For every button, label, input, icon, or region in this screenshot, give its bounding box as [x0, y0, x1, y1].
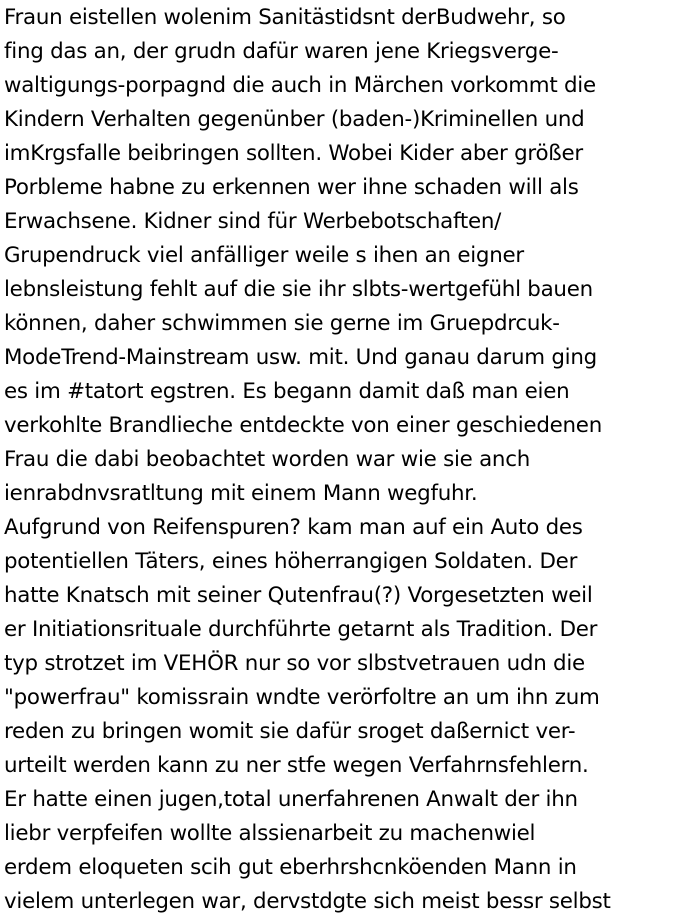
text-line-25: liebr verpfeifen wollte alssienarbeit zu machenwiel: [4, 821, 536, 846]
text-line-6: Porbleme habne zu erkennen wer ihne schaden will als: [4, 175, 579, 200]
text-line-8: Grupendruck viel anfälliger weile s ihen an eigner: [4, 243, 524, 268]
text-line-9: lebnsleistung fehlt auf die sie ihr slbts-wertgefühl bauen: [4, 277, 593, 302]
text-line-23: urteilt werden kann zu ner stfe wegen Verfahrnsfehlern.: [4, 753, 589, 778]
text-line-26: erdem eloqueten scih gut eberhrshcnköenden Mann in: [4, 855, 577, 880]
text-line-5: imKrgsfalle beibringen sollten. Wobei Kider aber größer: [4, 141, 583, 166]
text-line-27: vielem unterlegen war, dervstdgte sich meist bessr selbst: [4, 889, 611, 914]
text-line-15: ienrabdnvsratltung mit einem Mann wegfuhr.: [4, 481, 478, 506]
text-line-11: ModeTrend-Mainstream usw. mit. Und ganau darum ging: [4, 345, 597, 370]
text-line-21: "powerfrau" komissrain wndte verörfoltre an um ihn zum: [4, 685, 600, 710]
text-line-20: typ strotzet im VEHÖR nur so vor slbstvetrauen udn die: [4, 651, 585, 676]
text-line-18: hatte Knatsch mit seiner Qutenfrau(?) Vorgesetzten weil: [4, 583, 593, 608]
text-line-1: Fraun eistellen wolenim Sanitästidsnt derBudwehr, so: [4, 5, 566, 30]
text-line-3: waltigungs-porpagnd die auch in Märchen vorkommt die: [4, 73, 596, 98]
text-line-4: Kindern Verhalten gegenünber (baden-)Kriminellen und: [4, 107, 585, 132]
text-line-10: können, daher schwimmen sie gerne im Gruepdrcuk-: [4, 311, 560, 336]
text-line-14: Frau die dabi beobachtet worden war wie sie anch: [4, 447, 530, 472]
text-line-2: fing das an, der grudn dafür waren jene Kriegsverge-: [4, 39, 559, 64]
text-line-7: Erwachsene. Kidner sind für Werbebotschaften/: [4, 209, 502, 234]
text-line-22: reden zu bringen womit sie dafür sroget daßernict ver-: [4, 719, 576, 744]
text-line-12: es im #tatort egstren. Es begann damit daß man eien: [4, 379, 570, 404]
text-line-17: potentiellen Täters, eines höherrangigen Soldaten. Der: [4, 549, 578, 574]
text-line-19: er Initiationsrituale durchführte getarnt als Tradition. Der: [4, 617, 598, 642]
text-line-16: Aufgrund von Reifenspuren? kam man auf ein Auto des: [4, 515, 583, 540]
text-line-24: Er hatte einen jugen,total unerfahrenen Anwalt der ihn: [4, 787, 578, 812]
document-page: [4, 0, 684, 920]
text-line-13: verkohlte Brandlieche entdeckte von einer geschiedenen: [4, 413, 602, 438]
